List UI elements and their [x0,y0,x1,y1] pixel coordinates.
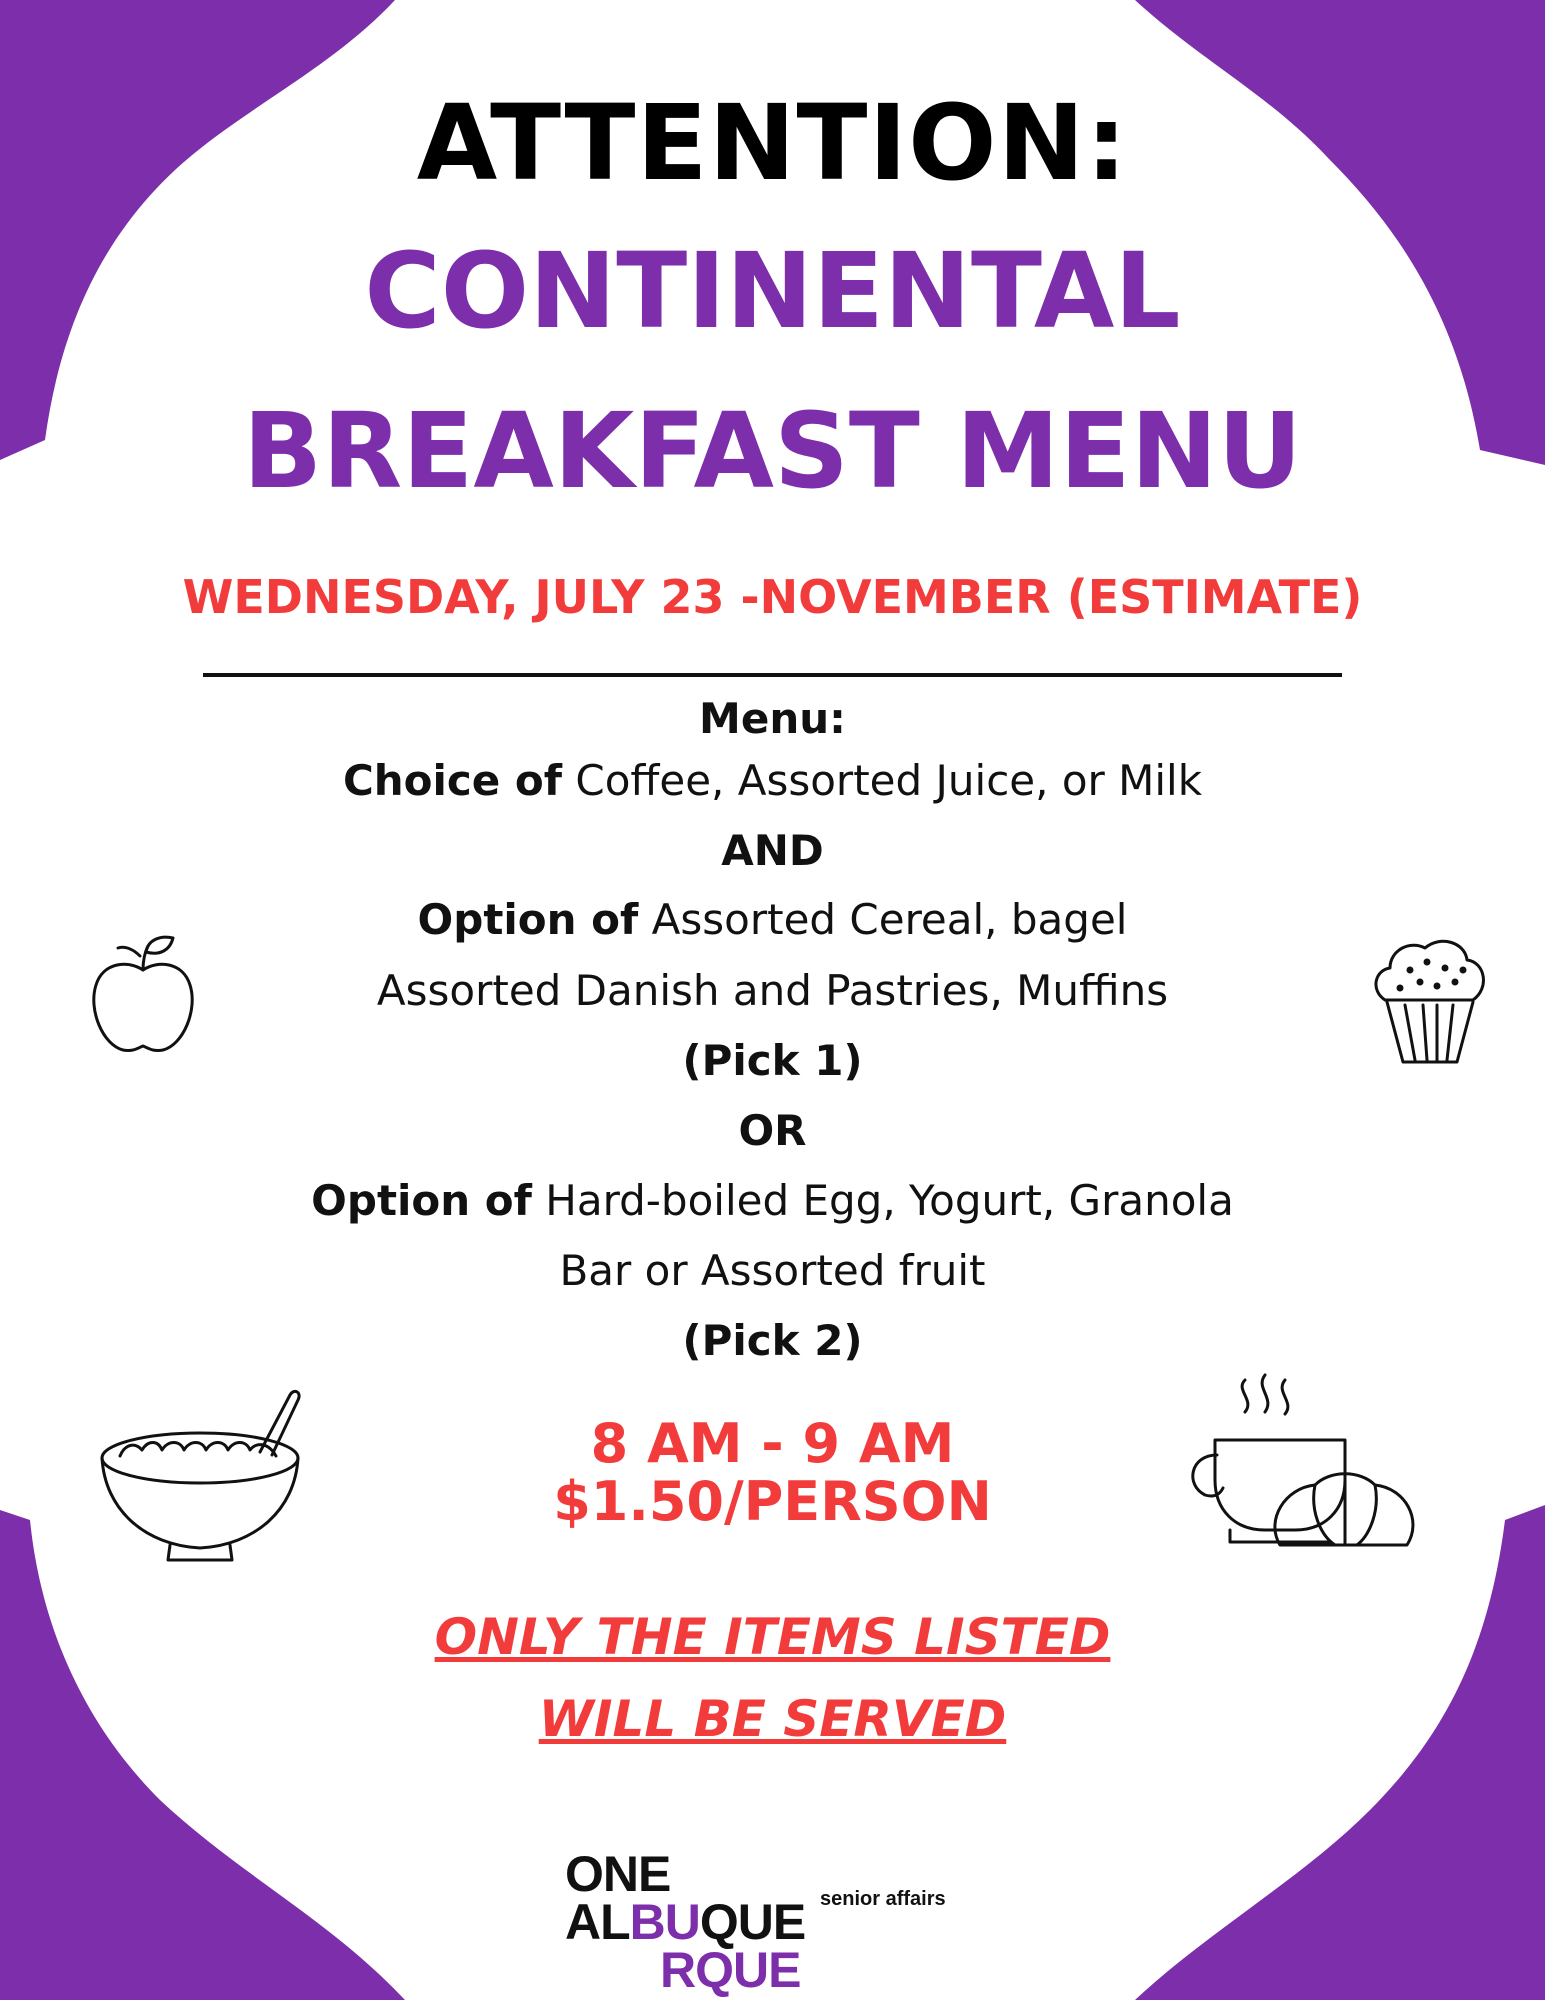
and-separator: AND [721,826,824,875]
option1-prefix: Option of [417,895,639,944]
logo-subtitle: senior affairs [820,1888,946,1910]
drink-prefix: Choice of [342,756,563,805]
notice-line-2: WILL BE SERVED [538,1690,1007,1748]
price: $1.50/PERSON [553,1470,992,1533]
option2-line-b: Bar or Assorted fruit [559,1246,986,1295]
option1-line-b: Assorted Danish and Pastries, Muffins [376,966,1169,1015]
coffee-croissant-icon [1185,1370,1425,1570]
option1-line-a [0,895,1545,944]
pick-1: (Pick 1) [682,1036,863,1085]
one-albuquerque-logo [565,1846,806,1998]
muffin-icon [1365,930,1495,1070]
menu-heading: Menu: [699,694,846,743]
pick-2: (Pick 2) [682,1316,863,1365]
logo-que: QUE [699,1894,806,1950]
notice-line-1: ONLY THE ITEMS LISTED [434,1608,1111,1666]
option2-prefix: Option of [311,1176,532,1225]
option2-line-a [0,1176,1545,1225]
logo-bu: BU [629,1894,700,1950]
drink-choice [0,756,1545,805]
logo-line-1: ONE [565,1846,671,1902]
drink-items: Coffee, Assorted Juice, or Milk [562,756,1203,805]
option2-items-a: Hard-boiled Egg, Yogurt, Granola [531,1176,1234,1225]
attention-heading: ATTENTION: [416,82,1129,204]
logo-al: AL [565,1894,630,1950]
date-range: WEDNESDAY, JULY 23 -NOVEMBER (ESTIMATE) [182,570,1363,624]
option1-items-a: Assorted Cereal, bagel [638,895,1128,944]
cereal-bowl-icon [100,1380,310,1570]
or-separator: OR [738,1106,807,1155]
divider [203,673,1342,677]
logo-line-2 [565,1894,806,1950]
title-line-1: CONTINENTAL [364,230,1181,352]
logo-line-3: RQUE [660,1942,801,1998]
apple-icon [88,930,198,1060]
title-line-2: BREAKFAST MENU [242,390,1303,512]
serving-time: 8 AM - 9 AM [590,1412,955,1475]
